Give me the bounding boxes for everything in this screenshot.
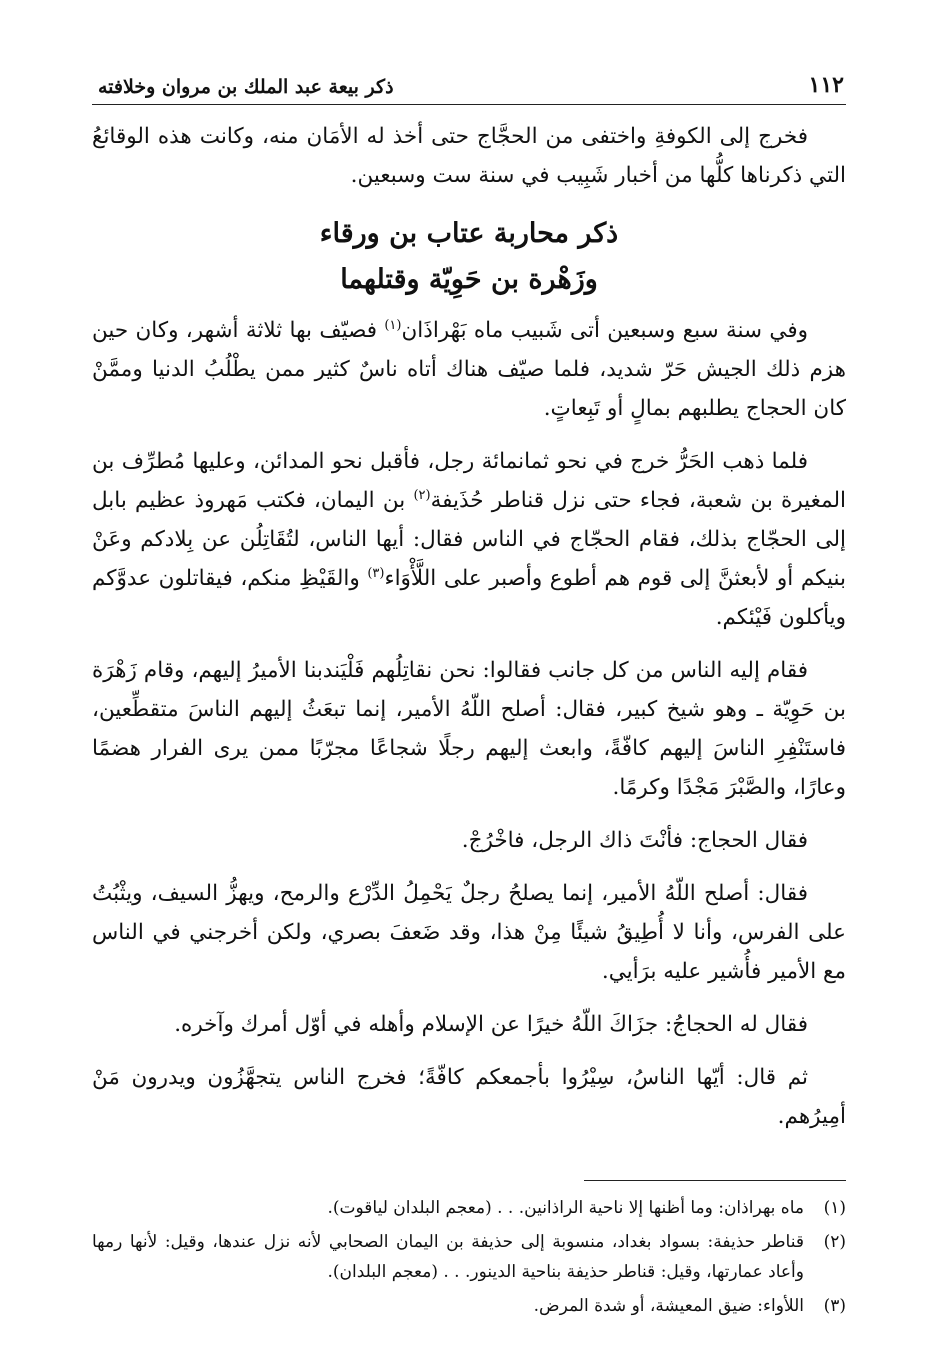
footnote-3: [92, 1291, 846, 1321]
book-page: [92, 70, 846, 1321]
section-title: [92, 211, 846, 303]
footnote-1: [92, 1193, 846, 1223]
footnote-number: (١): [823, 1198, 846, 1218]
footnote-number: (٣): [823, 1296, 846, 1316]
footnote-text: قناطر حذيفة: بسواد بغداد، منسوبة إلى حذيفة بن اليمان الصحابي لأنه نزل عندها، وقيل: لأنها رمها وأعاد عمارتها، وقيل: قناطر حذيفة بناحية الدينور. . . (معجم البلدان).: [92, 1232, 804, 1282]
page-number: ١١٢: [808, 72, 844, 98]
footnote-2: [92, 1227, 846, 1287]
paragraph-text: فصيّف بها ثلاثة أشهر، وكان حين هزم ذلك الجيش حَرّ شديد، فلما صيّف هناك أتاه ناسٌ كثير ممن يطْلُبُ الدنيا وممَّنْ كان الحجاج يطلبهم بمالٍ أو تَبِعاتٍ.: [92, 318, 846, 421]
footnote-number: (٢): [823, 1232, 846, 1252]
paragraph-text: فلما ذهب الحَرُّ خرج في نحو ثمانمائة رجل، فأقبل نحو المدائن، وعليها مُطرِّف بن المغيرة بن شعبة، فجاء حتى نزل قناطر حُذَيفة: [92, 449, 846, 513]
footnote-ref-2[interactable]: (٢): [413, 487, 431, 503]
paragraph-3: فقام إليه الناس من كل جانب فقالوا: نحن نقاتِلُهم فَلْيَندبنا الأميرُ إليهم، وقام زَهْرَة بن حَوِيّة ـ وهو شيخ كبير، فقال: أصلح اللّهُ الأمير، إنما تبعَثُ إليهم الناسَ متقطِّعين، فاستَنْفِرِ الناسَ إليهم كافّةً، وابعث إليهم رجلًا شجاعًا مجرّبًا ممن يرى الفرار هضمًا وعارًا، والصَّبْرَ مَجْدًا وكرمًا.: [92, 658, 846, 800]
paragraph-text: والقَيْظِ منكم، فيقاتلون عدوَّكم ويأكلون فَيْئكم.: [92, 566, 846, 630]
section-title-line-1: ذكر محاربة عتاب بن ورقاء: [319, 218, 619, 249]
intro-paragraph: فخرج إلى الكوفةِ واختفى من الحجَّاج حتى أخذ له الأمَان منه، وكانت هذه الوقائعُ التي ذكرناها كلُّها من أخبار شَبِيب في سنة ست وسبعين.: [92, 124, 846, 188]
page-header: [92, 70, 846, 105]
running-title: ذكر بيعة عبد الملك بن مروان وخلافته: [98, 76, 394, 98]
paragraph-7: ثم قال: أيّها الناسُ، سِيْرُوا بأجمعكم كافّةً؛ فخرج الناس يتجهَّزُون ويدرون مَنْ أمِيرُهم.: [92, 1065, 846, 1129]
footnote-text: ماه بهراذان: وما أظنها إلا ناحية الراذانين. . . (معجم البلدان لياقوت).: [327, 1198, 804, 1218]
paragraph-text: بن اليمان، فكتب مَهروذ عظيم بابل إلى الحجّاج بذلك، فقام الحجّاج في الناس فقال: أيها الناس، لتُقَاتِلُن عن بِلادكم وعَنْ بنيكم أو لأبعثنَّ إلى قوم هم أطوع وأصبر على اللَّأْوَاء: [92, 488, 846, 591]
paragraph-2: [92, 442, 846, 637]
paragraph-text: وفي سنة سبع وسبعين أتى شَبيب ماه بَهْراذَان: [401, 318, 808, 343]
paragraph-1: [92, 311, 846, 428]
paragraph-4: فقال الحجاج: فأنْتَ ذاك الرجل، فاخْرُجْ.: [461, 828, 808, 853]
footnotes: [92, 1193, 846, 1321]
paragraph-5: فقال: أصلح اللّهُ الأمير، إنما يصلحُ رجلٌ يَحْمِلُ الدِّرْع والرمح، ويهزُّ السيف، ويثْبُتُ على الفرس، وأنا لا أُطِيقُ شيئًا مِنْ هذا، وقد ضَعفَ بصري، ولكن أخرجني في الناس مع الأمير فأُشير عليه برَأيي.: [92, 881, 846, 984]
footnote-ref-3[interactable]: (٣): [367, 565, 385, 581]
paragraph-6: فقال له الحجاجُ: جزَاكَ اللّهُ خيرًا عن الإسلام وأهله في أوّل أمرك وآخره.: [174, 1012, 808, 1037]
section-title-line-2: وزَهْرة بن حَوِيّة وقتلهما: [340, 264, 598, 295]
footnote-ref-1[interactable]: (١): [384, 317, 402, 333]
footnote-text: اللأواء: ضيق المعيشة، أو شدة المرض.: [533, 1296, 804, 1316]
footnote-divider: [584, 1180, 846, 1181]
